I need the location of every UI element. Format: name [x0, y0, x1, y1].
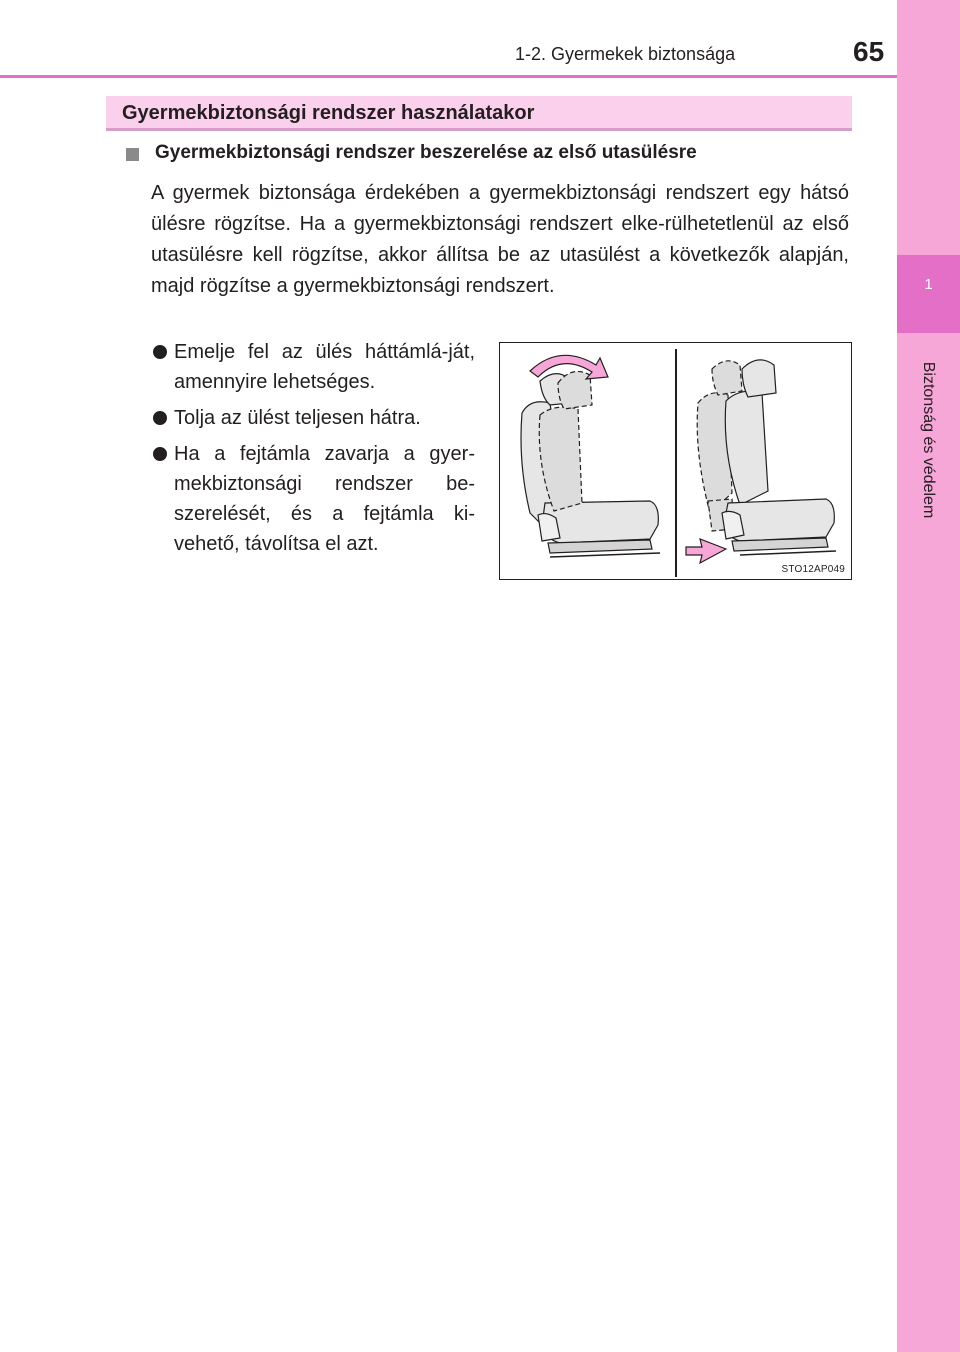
slide-back-arrow-icon [686, 539, 726, 563]
bullet-text: Tolja az ülést teljesen hátra. [174, 407, 421, 429]
side-tab-label: Biztonság és védelem [920, 361, 937, 519]
bullet-text: Ha a fejtámla zavarja a gyer-mekbiztonsági rendszer be-szerelését, és a fejtámla ki-vehető, távolítsa el azt. [174, 443, 475, 555]
bullet-dot-icon [153, 447, 167, 461]
bullet-dot-icon [153, 411, 167, 425]
side-tab-number: 1 [924, 276, 933, 293]
bullet-dot-icon [153, 345, 167, 359]
body-paragraph: A gyermek biztonsága érdekében a gyermekbiztonsági rendszert egy hátsó ülésre rögzítse. Ha a gyermekbiztonsági rendszert elke-rülhetetlenül az első utasülésre kell rögzítse, akkor állítsa be az utasülést a következők alapján, majd rögzítse a gyermekbiztonsági rendszert. [151, 182, 849, 297]
header-divider [0, 75, 897, 78]
chapter-title: 1-2. Gyermekek biztonsága [515, 44, 736, 64]
figure-code: STO12AP049 [781, 564, 845, 575]
side-tab [897, 0, 960, 1352]
subheading: Gyermekbiztonsági rendszer beszerelése az első utasülésre [155, 142, 697, 163]
square-bullet-icon [126, 148, 139, 161]
seat-adjustment-figure [499, 342, 852, 580]
seat-illustration [500, 343, 853, 581]
list-item [151, 403, 475, 433]
section-heading: Gyermekbiztonsági rendszer használatakor [122, 102, 535, 124]
bullet-text: Emelje fel az ülés háttámlá-ját, amennyire lehetséges. [174, 341, 475, 393]
bullet-list [151, 337, 475, 565]
page-number: 65 [853, 36, 885, 67]
list-item [151, 439, 475, 559]
list-item [151, 337, 475, 397]
section-heading-bar [106, 96, 852, 131]
side-tab-number-block [897, 255, 960, 333]
